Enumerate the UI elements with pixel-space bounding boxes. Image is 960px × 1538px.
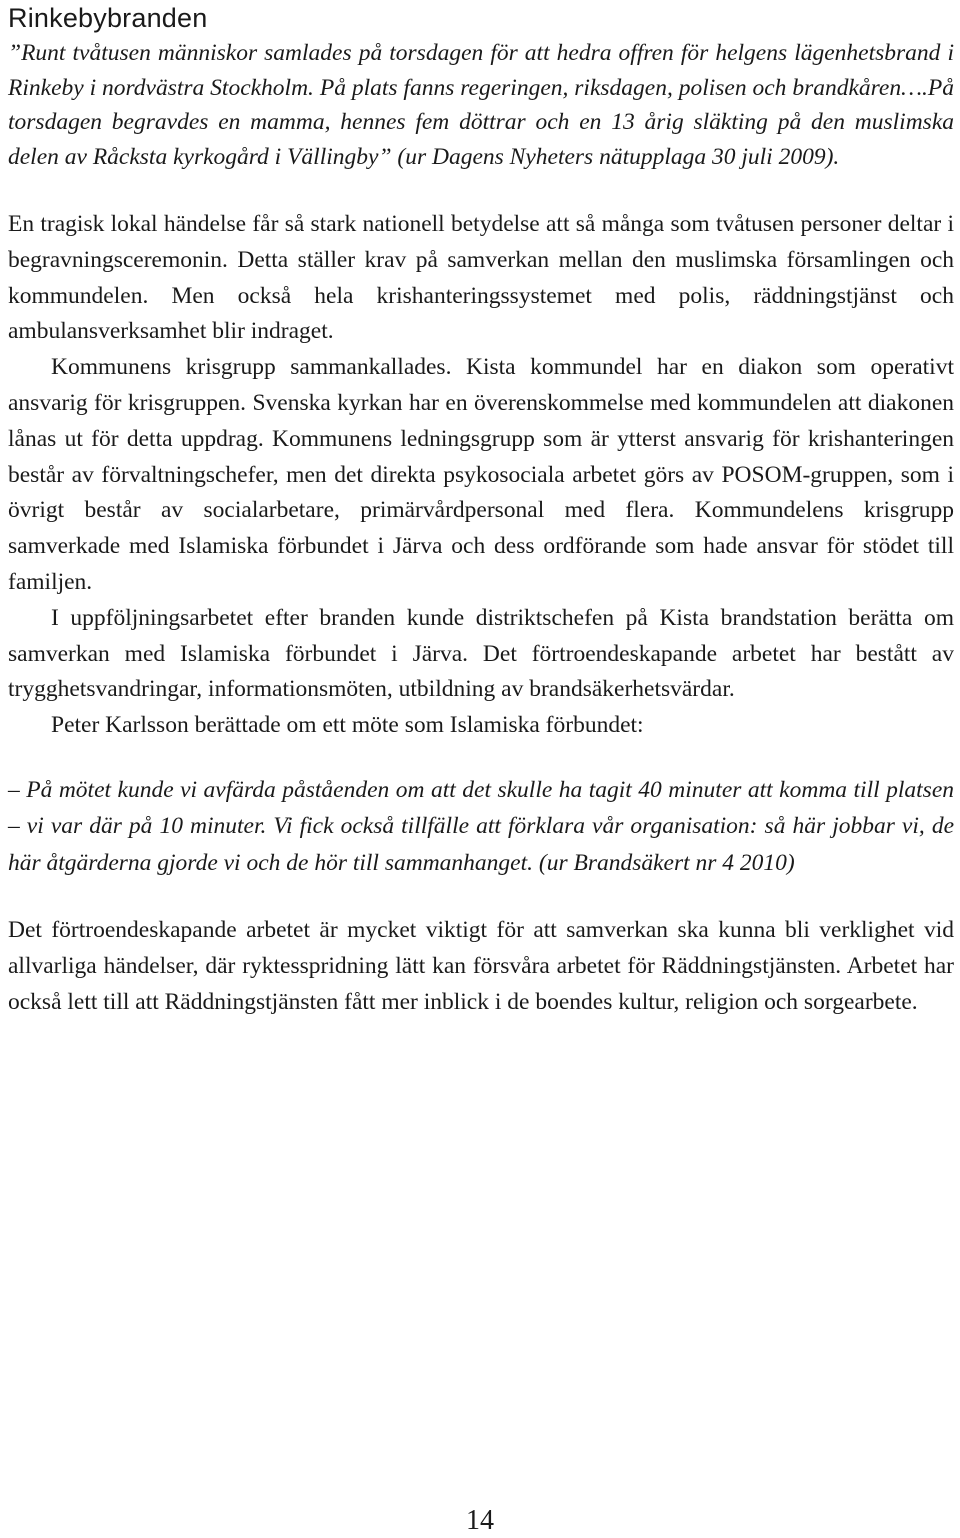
lead-quote: ”Runt tvåtusen människor samlades på torsdagen för att hedra offren för helgens lägenhetsbrand i Rinkeby i nordvästra Stockholm. På plats fanns regeringen, riksdagen, polisen och brandkåren….På torsdagen begravdes en mamma, hennes fem döttrar och en 13 årig släkting på den muslimska delen av Råcksta kyrkogård i Vällingby” (ur Dagens Nyheters nätupplaga 30 juli 2009).: [8, 40, 954, 170]
spacer: [8, 881, 954, 913]
document-page: [8, 0, 954, 1021]
page-number: 14: [466, 1505, 494, 1536]
spacer: [8, 744, 954, 772]
spacer: [8, 174, 954, 207]
page-title: Rinkebybranden: [8, 3, 208, 33]
paragraph-3: I uppföljningsarbetet efter branden kunde distriktschefen på Kista brandstation berätta om samverkan med Islamiska förbundet i Järva. Det förtroendeskapande arbetet har bestått av trygghetsvandringar, informationsmöten, utbildning av brandsäkerhetsvärdar.: [8, 604, 954, 703]
block-quote: – På mötet kunde vi avfärda påståenden om att det skulle ha tagit 40 minuter att komma till platsen – vi var där på 10 minuter. Vi fick också tillfälle att förklara vår organisation: så här jobbar vi, de här åtgärderna gjorde vi och de hör till sammanhanget. (ur Brandsäkert nr 4 2010): [8, 776, 954, 876]
paragraph-4: Peter Karlsson berättade om ett möte som Islamiska förbundet:: [51, 712, 644, 739]
paragraph-2: Kommunens krisgrupp sammankallades. Kista kommundel har en diakon som operativt ansvarig för krisgruppen. Svenska kyrkan har en överenskommelse med kommundelen att diakonen lånas ut för detta uppdrag. Kommunens ledningsgrupp som är ytterst ansvarig för krishanteringen består av förvaltningschefer, men det direkta psykosociala arbetet görs av POSOM-gruppen, som i övrigt består av socialarbetare, primärvårdpersonal med flera. Kommundelens krisgrupp samverkade med Islamiska förbundet i Järva och dess ordförande som hade ansvar för stödet till familjen.: [8, 354, 954, 595]
paragraph-5: Det förtroendeskapande arbetet är mycket viktigt för att samverkan ska kunna bli verklighet vid allvarliga händelser, där ryktesspridning lätt kan försvåra arbetet för Räddningstjänsten. Arbetet har också lett till att Räddningstjänsten fått mer inblick i de boendes kultur, religion och sorgearbete.: [8, 917, 954, 1016]
paragraph-1: En tragisk lokal händelse får så stark nationell betydelse att så många som tvåtusen personer deltar i begravningsceremonin. Detta ställer krav på samverkan mellan den muslimska församlingen och kommundelen. Men också hela krishanteringssystemet med polis, räddningstjänst och ambulansverksamhet blir indraget.: [8, 211, 954, 345]
